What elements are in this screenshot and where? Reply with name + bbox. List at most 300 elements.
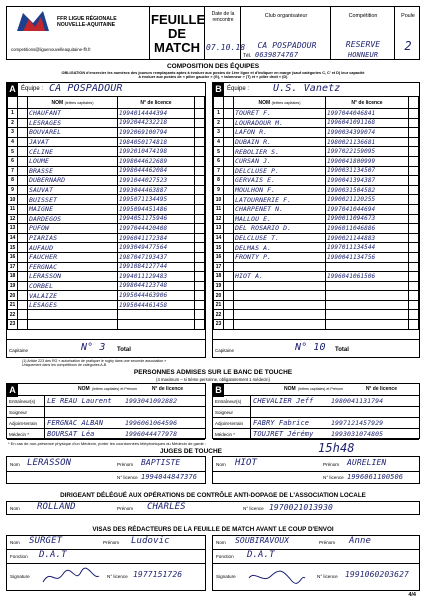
player-row	[214, 300, 419, 310]
player-mark	[224, 310, 234, 320]
player-row	[8, 291, 205, 301]
player-extra	[195, 233, 205, 243]
player-extra	[195, 262, 205, 272]
player-licence: 1996041091168	[326, 118, 409, 128]
player-name: LOURADOUR M.	[234, 118, 326, 128]
player-name: REBOLIER S.	[234, 147, 326, 157]
player-row	[214, 166, 419, 176]
player-mark	[224, 156, 234, 166]
pool-label: Poule	[401, 13, 415, 19]
bench-role-label: Entraîneur(s)	[215, 396, 251, 407]
bench-col-name: NOM	[284, 386, 296, 392]
team-a-captain-label: Capitaine	[9, 348, 29, 353]
player-name: CHAUFANT	[28, 109, 118, 119]
player-licence: 1997044420408	[118, 224, 195, 234]
ffr-logo	[13, 9, 53, 33]
player-name: FRONTY P.	[234, 252, 326, 262]
player-name	[234, 310, 326, 320]
player-licence: 1994011129483	[118, 272, 195, 282]
tel-value: 0639874767	[255, 51, 299, 59]
player-name	[234, 262, 326, 272]
player-row	[214, 214, 419, 224]
player-name: DELMAS A.	[234, 243, 326, 253]
player-row	[8, 300, 205, 310]
player-licence: 1993049477564	[118, 243, 195, 253]
tel-label: Tél.	[243, 53, 252, 59]
player-number: 8	[214, 176, 224, 186]
player-number: 3	[8, 128, 18, 138]
player-extra	[195, 320, 205, 330]
team-a-name: CA POSPADOUR	[49, 83, 123, 94]
antidoping-licence: 1970021013930	[269, 503, 333, 512]
player-mark	[18, 204, 28, 214]
player-licence: 1987047193437	[118, 252, 195, 262]
player-licence: 1980021136681	[326, 137, 409, 147]
player-extra	[409, 214, 419, 224]
bench-row	[213, 429, 419, 440]
bench-role-label: Médecin *	[215, 429, 251, 440]
player-row	[214, 156, 419, 166]
player-mark	[224, 128, 234, 138]
player-extra	[195, 118, 205, 128]
team-b-captain-value: N° 10	[295, 342, 326, 353]
player-row	[214, 204, 419, 214]
judge-a-firstname: BAPTISTE	[141, 458, 181, 467]
pool-value: 2	[404, 39, 412, 53]
player-licence: 1995094451486	[118, 204, 195, 214]
judge-b-name: HIOT	[235, 458, 258, 468]
player-name: FERGNAC	[28, 262, 118, 272]
player-name: LESRAGES	[28, 118, 118, 128]
player-extra	[409, 300, 419, 310]
player-licence: 1995044461458	[118, 300, 195, 310]
player-licence	[118, 320, 195, 330]
visa-right: Nom SOUBIRAVOUX Prénom Anne Fonction D.A.T Signature N° licence 1991060203627	[212, 535, 420, 591]
player-extra	[195, 300, 205, 310]
player-extra	[195, 204, 205, 214]
player-name: DUBAIN R.	[234, 137, 326, 147]
player-row	[8, 195, 205, 205]
player-extra	[195, 185, 205, 195]
player-name: LOUME	[28, 156, 118, 166]
player-extra	[409, 310, 419, 320]
player-extra	[409, 224, 419, 234]
player-row	[214, 224, 419, 234]
player-mark	[224, 185, 234, 195]
player-row	[8, 252, 205, 262]
player-licence: 1993044463887	[118, 185, 195, 195]
player-mark	[18, 291, 28, 301]
player-licence: 1990031504582	[326, 185, 409, 195]
player-mark	[224, 195, 234, 205]
team-b-label: Équipe :	[227, 86, 250, 92]
player-name: PIARIAS	[28, 233, 118, 243]
player-extra	[195, 272, 205, 282]
bench-role-label: Soigneur	[9, 407, 45, 418]
sheet-title: FEUILLE DE MATCH	[151, 12, 206, 55]
player-extra	[195, 195, 205, 205]
bench-col-licence: N° de licence	[365, 386, 397, 392]
bench-row	[7, 396, 205, 407]
player-number: 7	[8, 166, 18, 176]
player-row	[214, 147, 419, 157]
visa-right-firstname: Anne	[349, 536, 372, 546]
date-label: Date de la rencontre	[211, 11, 235, 23]
player-extra	[409, 291, 419, 301]
player-row	[8, 243, 205, 253]
player-mark	[18, 252, 28, 262]
player-row	[8, 281, 205, 291]
bench-row	[7, 418, 205, 429]
player-mark	[224, 243, 234, 253]
player-number: 5	[8, 147, 18, 157]
player-mark	[224, 176, 234, 186]
touch-judge-b: Nom HIOT Prénom AURELIEN N° licence 1996061100506	[212, 456, 420, 484]
club-label: Club organisateur	[264, 13, 308, 19]
player-mark	[224, 233, 234, 243]
player-name: CURSAN J.	[234, 156, 326, 166]
player-licence	[326, 291, 409, 301]
player-extra	[409, 320, 419, 330]
player-number: 9	[214, 185, 224, 195]
player-licence: 1984050174818	[118, 137, 195, 147]
judge-b-firstname: AURELIEN	[347, 458, 387, 467]
player-number: 23	[8, 320, 18, 330]
player-mark	[224, 137, 234, 147]
player-mark	[224, 109, 234, 119]
player-row	[8, 137, 205, 147]
player-extra	[409, 166, 419, 176]
player-number: 12	[214, 214, 224, 224]
player-licence: 1990041800999	[326, 156, 409, 166]
player-licence	[326, 262, 409, 272]
player-extra	[195, 147, 205, 157]
player-name	[234, 291, 326, 301]
team-b-table: NOM (lettres capitales) N° de licence 1 TOURET F. 1997044046841 2 LOURADOUR M. 1996041091168 3 LAFON R. 1990034399074 4 DUBAIN R. 1980021136681 5 REBOLIER S. 1997022159095 6 CURSAN J. 1990041800999 7 DELCLUSE P. 1990031134507 8 GERVAIS E. 1990041394387 9 MOULHON F. 1990031504582 10 LATOURNERIE F. 1990021120255 11 CHARPENET N. 1997041044694 12 MALLOU E. 1990011094673 13 DEL ROSARIO D. 1996011046886 14 DELCLUSE T. 1990021144883 15 DELMAS A. 1997011134544 16 FRONTY P. 1990041134756 17 18 HIOT A. 1996041061506 19 20 21 22 23	[213, 96, 419, 330]
player-extra	[195, 310, 205, 320]
player-mark	[18, 185, 28, 195]
player-licence: 1997022159095	[326, 147, 409, 157]
player-row	[214, 252, 419, 262]
date-value: 07.10.18	[206, 43, 246, 52]
player-mark	[224, 204, 234, 214]
team-b-letter: B	[213, 83, 224, 96]
medic-note: * En cas de non-présence physique d'un Médecin, porter les coordonnées téléphoniques du Médecin de garde :	[8, 441, 207, 446]
player-number: 11	[214, 204, 224, 214]
team-a-letter: A	[7, 83, 18, 96]
team-a-label: Équipe :	[21, 86, 44, 92]
player-mark	[18, 109, 28, 119]
player-name: LERASSON	[28, 272, 118, 282]
player-mark	[224, 320, 234, 330]
player-number: 19	[214, 281, 224, 291]
bench-row	[213, 396, 419, 407]
player-mark	[224, 291, 234, 301]
player-mark	[224, 118, 234, 128]
player-row	[214, 233, 419, 243]
bench-person-licence: 1996061064596	[125, 419, 178, 427]
visa-left: Nom SURGET Prénom Ludovic Fonction D.A.T Signature N° licence 1977151726	[6, 535, 206, 591]
player-extra	[409, 195, 419, 205]
player-number: 1	[214, 109, 224, 119]
bench-person-licence: 1993041092882	[125, 397, 178, 405]
player-licence: 1994051175946	[118, 214, 195, 224]
player-name: GERVAIS E.	[234, 176, 326, 186]
team-a-block	[6, 82, 206, 358]
player-mark	[18, 147, 28, 157]
ligue-email: competitions@liguenouvelleaquitaine-ffr.fr	[11, 47, 91, 52]
player-name: MAIGNE	[28, 204, 118, 214]
player-licence: 1992069100794	[118, 128, 195, 138]
player-number: 21	[8, 300, 18, 310]
player-name: BRASSE	[28, 166, 118, 176]
player-name: AUFAUD	[28, 243, 118, 253]
player-extra	[195, 156, 205, 166]
bench-a-block	[6, 383, 206, 439]
judge-a-name: LERASSON	[27, 458, 72, 468]
player-name: VALAIZE	[28, 291, 118, 301]
player-number: 13	[8, 224, 18, 234]
player-licence	[326, 310, 409, 320]
player-number: 21	[214, 300, 224, 310]
player-row	[8, 310, 205, 320]
player-row	[8, 262, 205, 272]
player-row	[214, 195, 419, 205]
team-a-col-licence: N° de licence	[118, 97, 195, 109]
bench-header	[224, 384, 419, 396]
player-extra	[409, 137, 419, 147]
player-licence: 1996041172384	[118, 233, 195, 243]
player-row	[214, 281, 419, 291]
player-extra	[409, 176, 419, 186]
footnote-1: (1) Article 223 des RG « autorisation de pratiquer le rugby dans une seconde association »	[22, 359, 167, 363]
player-row	[214, 137, 419, 147]
competition-value: RESERVE	[345, 40, 381, 49]
player-name	[234, 281, 326, 291]
page-number: 4/4	[408, 592, 416, 598]
player-number: 22	[214, 310, 224, 320]
player-name	[234, 300, 326, 310]
player-mark	[224, 262, 234, 272]
player-number: 3	[214, 128, 224, 138]
player-number: 10	[8, 195, 18, 205]
player-name: LESAGES	[28, 300, 118, 310]
footnote-2: Uniquement dans les compétitions de catégories A-B	[22, 363, 107, 367]
player-extra	[195, 109, 205, 119]
player-row	[8, 156, 205, 166]
player-extra	[195, 166, 205, 176]
visa-left-licence: 1977151726	[133, 570, 183, 579]
player-licence: 1990021144883	[326, 233, 409, 243]
visa-right-function: D.A.T	[247, 550, 275, 560]
player-number: 16	[214, 252, 224, 262]
player-row	[8, 147, 205, 157]
player-number: 8	[8, 176, 18, 186]
visa-left-signature	[41, 566, 101, 588]
player-row	[214, 118, 419, 128]
player-row	[8, 176, 205, 186]
player-number: 6	[8, 156, 18, 166]
player-extra	[195, 281, 205, 291]
player-number: 19	[8, 281, 18, 291]
player-mark	[224, 214, 234, 224]
player-row	[214, 176, 419, 186]
player-name: FAUCHER	[28, 252, 118, 262]
player-name: PUFOW	[28, 224, 118, 234]
player-name: BUISSET	[28, 195, 118, 205]
visa-right-licence: 1991060203627	[345, 570, 409, 579]
player-licence: 1996041061506	[326, 272, 409, 282]
player-name: MALLOU E.	[234, 214, 326, 224]
player-number: 14	[8, 233, 18, 243]
player-extra	[195, 176, 205, 186]
bench-row	[213, 407, 419, 418]
player-mark	[224, 252, 234, 262]
player-number: 20	[214, 291, 224, 301]
bench-person-name: BOURSAT Léa	[47, 430, 95, 438]
player-mark	[18, 128, 28, 138]
player-licence: 1992044232218	[118, 118, 195, 128]
player-licence	[326, 320, 409, 330]
bench-b-letter: B	[213, 384, 224, 397]
antidoping-firstname: CHARLES	[147, 502, 186, 512]
player-number: 4	[214, 137, 224, 147]
player-mark	[18, 166, 28, 176]
player-extra	[409, 204, 419, 214]
player-licence: 1996011046886	[326, 224, 409, 234]
club-value: CA POSPADOUR	[257, 41, 317, 50]
player-number: 9	[8, 185, 18, 195]
player-extra	[195, 243, 205, 253]
player-name: BOUVAREL	[28, 128, 118, 138]
player-licence: 1990041134756	[326, 252, 409, 262]
player-licence: 1997044046841	[326, 109, 409, 119]
player-row	[214, 262, 419, 272]
player-mark	[224, 272, 234, 282]
player-number: 18	[8, 272, 18, 282]
player-number: 2	[214, 118, 224, 128]
bench-row	[7, 429, 205, 440]
player-number: 1	[8, 109, 18, 119]
player-row	[8, 320, 205, 330]
bench-person-licence: 1993031074805	[331, 430, 384, 438]
player-row	[214, 291, 419, 301]
player-extra	[195, 128, 205, 138]
player-licence: 1991044027523	[118, 176, 195, 186]
player-number: 7	[214, 166, 224, 176]
player-licence: 1998044123748	[118, 281, 195, 291]
player-mark	[18, 195, 28, 205]
player-row	[8, 109, 205, 119]
player-mark	[18, 137, 28, 147]
player-licence: 1998044462084	[118, 166, 195, 176]
player-number: 18	[214, 272, 224, 282]
bench-person-licence: 1996044477978	[125, 430, 178, 438]
bench-col-licence: N° de licence	[151, 386, 183, 392]
player-mark	[18, 262, 28, 272]
player-mark	[18, 118, 28, 128]
team-b-captain-label: Capitaine	[215, 348, 235, 353]
player-row	[8, 128, 205, 138]
player-licence: 1995071134495	[118, 195, 195, 205]
player-row	[8, 204, 205, 214]
player-name: DUBERNARD	[28, 176, 118, 186]
player-licence: 1990031134507	[326, 166, 409, 176]
player-mark	[224, 147, 234, 157]
player-name: LATOURNERIE F.	[234, 195, 326, 205]
player-licence: 1990021120255	[326, 195, 409, 205]
player-extra	[409, 281, 419, 291]
team-b-block	[212, 82, 420, 358]
player-name: CORBEL	[28, 281, 118, 291]
player-name: LAFON R.	[234, 128, 326, 138]
player-extra	[409, 243, 419, 253]
player-extra	[409, 252, 419, 262]
player-licence: 1990011094673	[326, 214, 409, 224]
player-extra	[409, 233, 419, 243]
player-mark	[224, 224, 234, 234]
player-number: 23	[214, 320, 224, 330]
player-extra	[195, 252, 205, 262]
player-row	[214, 272, 419, 282]
player-name: TOURET F.	[234, 109, 326, 119]
bench-role-label: Adjoint-terrain	[215, 418, 251, 429]
bench-role-label: Entraîneur(s)	[9, 396, 45, 407]
bench-person-name: CHEVALIER Jeff	[253, 397, 314, 405]
player-number: 6	[214, 156, 224, 166]
bench-person-name: LE REAU Laurent	[47, 397, 112, 405]
player-name: DEL ROSARIO D.	[234, 224, 326, 234]
player-number: 13	[214, 224, 224, 234]
judge-b-licence: 1996061100506	[347, 473, 404, 481]
visas-title: VISAS DES RÉDACTEURS DE LA FEUILLE DE MATCH AVANT LE COUP D'ENVOI	[92, 526, 334, 533]
player-row	[8, 214, 205, 224]
player-licence: 1991084127744	[118, 262, 195, 272]
player-mark	[18, 310, 28, 320]
bench-row	[7, 407, 205, 418]
bench-person-licence: 1997121457929	[331, 419, 384, 427]
bench-role-label: Soigneur	[215, 407, 251, 418]
player-number: 4	[8, 137, 18, 147]
team-a-table: NOM (lettres capitales) N° de licence 1 CHAUFANT 1994014444394 2 LESRAGES 1992044232218 3 BOUVAREL 1992069100794 4 JAVAT 1984050174818 5 CÉLINE 1992010474198 6 LOUME 1998044622689 7 BRASSE 1998044462084 8 DUBERNARD 1991044027523 9 SAUVAT 1993044463887 10 BUISSET 1995071134495 11 MAIGNE 1995094451486 12 DARDEGOS 1994051175946 13 PUFOW 1997044420408 14 PIARIAS 1996041172384 15 AUFAUD 1993049477564 16 FAUCHER 1987047193437 17 FERGNAC 1991084127744 18 LERASSON 1994011129483 19 CORBEL 1998044123748 20 VALAIZE 1995044463906 21 LESAGES 1995044461458 22 23	[7, 96, 205, 330]
player-number: 20	[8, 291, 18, 301]
player-licence: 1997011134544	[326, 243, 409, 253]
player-licence	[326, 281, 409, 291]
bench-row	[213, 418, 419, 429]
player-mark	[18, 214, 28, 224]
judge-a-licence: 1994044847376	[141, 473, 198, 481]
player-mark	[224, 300, 234, 310]
player-licence	[118, 310, 195, 320]
player-extra	[409, 147, 419, 157]
player-number: 2	[8, 118, 18, 128]
visa-left-firstname: Ludovic	[131, 536, 170, 546]
team-b-total-label: Total	[335, 347, 349, 353]
player-mark	[18, 243, 28, 253]
visa-right-signature	[247, 566, 307, 588]
player-row	[214, 310, 419, 320]
touch-judge-a: Nom LERASSON Prénom BAPTISTE N° licence 1994044847376	[6, 456, 206, 484]
ligue-name: FFR LIGUE RÉGIONALE NOUVELLE-AQUITAINE	[57, 16, 117, 28]
touch-judges-title: JUGES DE TOUCHE	[160, 448, 223, 455]
player-name: HIOT A.	[234, 272, 326, 282]
bench-col-name-sub: (lettres capitales) et Prénom	[298, 387, 343, 391]
header	[6, 6, 420, 60]
player-name: DARDEGOS	[28, 214, 118, 224]
bench-role-label: Médecin *	[9, 429, 45, 440]
player-extra	[409, 262, 419, 272]
composition-note: OBLIGATION d'encercler les numéros des joueurs remplaçants aptes à évoluer aux postes de 1ère ligne et d'indiquer en marge (sauf catégories C, C' et D) leur capacité à évoluer aux postes de « pilier gauche » (G), « talonneur » (T) et « pilier droit » (D)	[61, 71, 365, 80]
